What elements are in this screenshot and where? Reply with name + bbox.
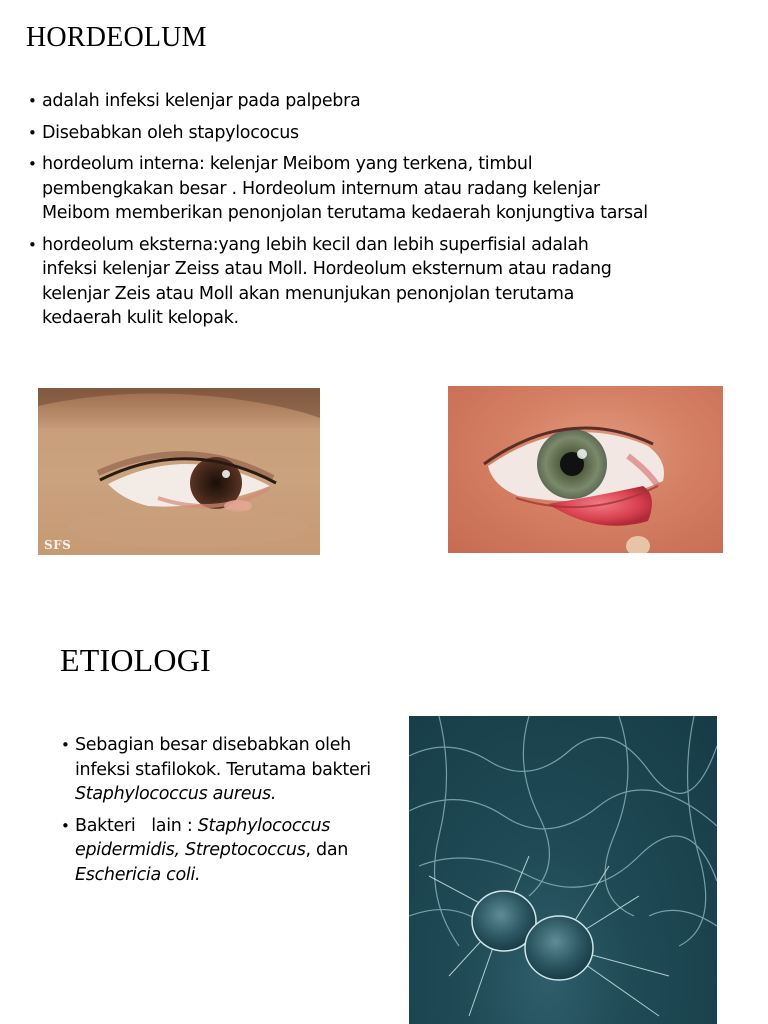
list-item — [61, 733, 371, 807]
bullet-text: , dan — [305, 840, 349, 860]
watermark-text: SFS — [44, 538, 72, 552]
bullet-icon: • — [61, 736, 70, 754]
list-item — [28, 233, 648, 331]
bullet-italic-text: Eschericia coli. — [75, 864, 201, 885]
section-title-etiologi: ETIOLOGI — [60, 642, 211, 678]
bullet-text: hordeolum eksterna:yang lebih kecil dan lebih superfisial adalah infeksi kelenjar Zeiss atau Moll. Hordeolum eksternum atau radang kelenjar Zeis atau Moll akan menunjukan penonjolan terutama kedaerah kulit kelopak. — [42, 234, 612, 328]
bullet-text: Bakteri lain : — [75, 815, 198, 836]
bullet-icon: • — [28, 92, 37, 110]
section-title-hordeolum: HORDEOLUM — [26, 22, 207, 53]
bullet-text: hordeolum interna: kelenjar Meibom yang terkena, timbul pembengkakan besar . Hordeolum internum atau radang kelenjar Meibom memberikan penonjolan terutama kedaerah konjungtiva tarsal — [42, 154, 648, 223]
bullet-italic-text: Staphylococcus epidermidis, Streptococcus — [75, 815, 331, 860]
list-item — [28, 152, 648, 226]
list-item — [61, 814, 371, 888]
bullet-icon: • — [28, 235, 37, 254]
etiologi-bullet-list — [61, 733, 371, 894]
bullet-icon: • — [28, 123, 37, 142]
bullet-italic-text: Staphylococcus aureus. — [75, 784, 277, 804]
bullet-text: Sebagian besar disebabkan oleh infeksi stafilokok. Terutama bakteri — [75, 735, 371, 780]
hordeolum-bullet-list — [28, 89, 648, 338]
list-item — [28, 121, 648, 146]
eye-with-external-hordeolum-photo — [38, 388, 320, 555]
bullet-icon: • — [61, 816, 70, 835]
bullet-text: Disebabkan oleh stapylococus — [42, 122, 299, 143]
bacteria-micrograph-photo — [409, 716, 717, 1024]
list-item — [28, 89, 648, 114]
bullet-icon: • — [28, 155, 37, 173]
eye-with-internal-hordeolum-photo — [448, 386, 723, 553]
bullet-text: adalah infeksi kelenjar pada palpebra — [42, 91, 361, 111]
